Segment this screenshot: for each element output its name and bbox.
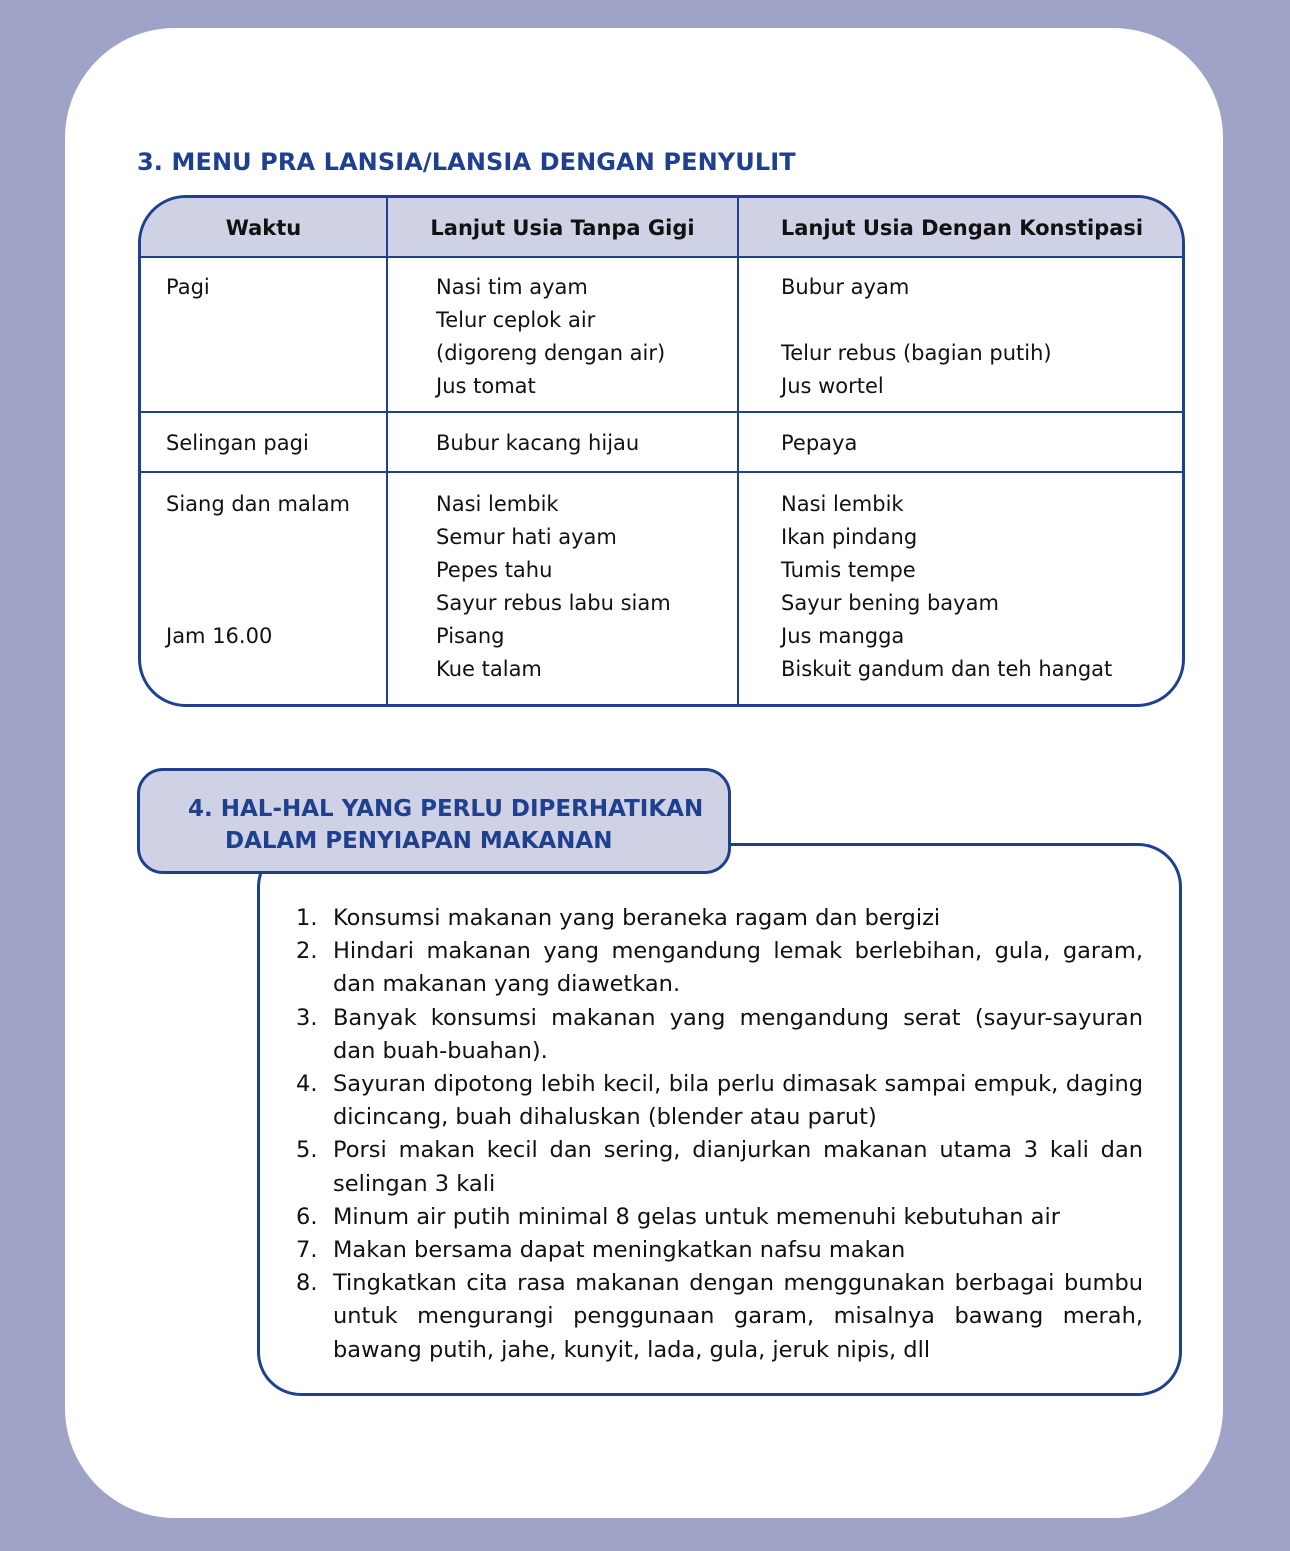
cell-konstipasi-pagi: Bubur ayam Telur rebus (bagian putih) Jus wortel (781, 275, 1052, 398)
section-4-title: 4. HAL-HAL YANG PERLU DIPERHATIKAN DALAM PENYIAPAN MAKANAN (188, 796, 704, 854)
list-item: 2. Hindari makanan yang mengandung lemak berlebihan, gula, garam, dan makanan yang diawetkan. (296, 938, 1143, 998)
list-item: 1. Konsumsi makanan yang beraneka ragam dan bergizi (296, 905, 941, 931)
list-item: 3. Banyak konsumsi makanan yang mengandung serat (sayur-sayuran dan buah-buahan). (296, 1004, 1143, 1064)
cell-konstipasi-siang: Nasi lembik Ikan pindang Tumis tempe Sayur bening bayam Jus mangga Biskuit gandum dan teh hangat (781, 492, 1113, 681)
cell-waktu-pagi: Pagi (166, 275, 210, 299)
cell-tanpa-gigi-pagi: Nasi tim ayam Telur ceplok air (digoreng dengan air) Jus tomat (436, 275, 666, 398)
column-divider (386, 198, 388, 704)
menu-table (138, 195, 1185, 707)
list-item: 6. Minum air putih minimal 8 gelas untuk memenuhi kebutuhan air (296, 1203, 1060, 1230)
cell-tanpa-gigi-selingan: Bubur kacang hijau (436, 431, 640, 455)
cell-tanpa-gigi-siang: Nasi lembik Semur hati ayam Pepes tahu Sayur rebus labu siam Pisang Kue talam (436, 492, 671, 681)
list-item: 4. Sayuran dipotong lebih kecil, bila perlu dimasak sampai empuk, daging dicincang, buah dihaluskan (blender atau parut) (296, 1071, 1143, 1131)
header-konstipasi: Lanjut Usia Dengan Konstipasi (780, 216, 1144, 240)
list-item: 7. Makan bersama dapat meningkatkan nafsu makan (296, 1237, 906, 1264)
cell-waktu-siang: Siang dan malam Jam 16.00 (166, 492, 351, 648)
cell-konstipasi-selingan: Pepaya (781, 431, 858, 455)
tips-list (296, 902, 1143, 1367)
list-item: 8. Tingkatkan cita rasa makanan dengan menggunakan berbagai bumbu untuk mengurangi penggunaan garam, misalnya bawang merah, bawang putih, jahe, kunyit, lada, gula, jeruk nipis, dll (296, 1270, 1143, 1363)
header-waktu: Waktu (225, 216, 302, 240)
row-divider (141, 411, 1182, 413)
section-3-title: 3. MENU PRA LANSIA/LANSIA DENGAN PENYULIT (137, 148, 796, 176)
section-4-tab (137, 768, 731, 874)
column-divider (737, 198, 739, 704)
header-tanpa-gigi: Lanjut Usia Tanpa Gigi (430, 216, 695, 240)
cell-waktu-selingan: Selingan pagi (166, 431, 309, 455)
row-divider (141, 471, 1182, 473)
list-item: 5. Porsi makan kecil dan sering, dianjurkan makanan utama 3 kali dan selingan 3 kali (296, 1137, 1143, 1197)
